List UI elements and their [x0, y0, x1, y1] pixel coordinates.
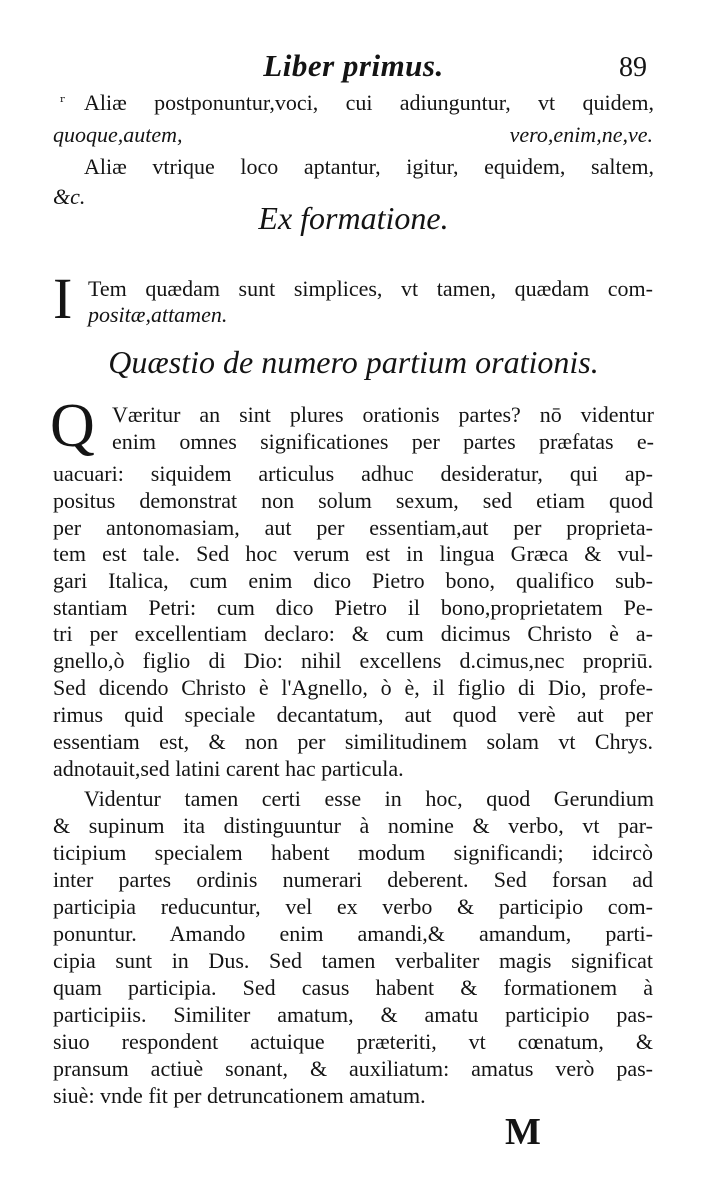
text-line: Sed dicendo Christo è l'Agnello, ò è, il figlio di Dio, profe- [53, 675, 653, 700]
text-line: enim omnes significationes per partes præfatas e- [112, 429, 654, 454]
text-line: siuè: vnde fit per detruncationem amatum. [53, 1083, 426, 1108]
text-line: gnello,ò figlio di Dio: nihil excellens d.cimus,nec propriū. [53, 648, 653, 673]
text-line: per antonomasiam, aut per essentiam,aut per proprieta- [53, 515, 653, 540]
drop-cap: Q [50, 392, 95, 460]
text-line: positæ,attamen. [88, 302, 228, 327]
text-line: participiis. Similiter amatum, & amatu participio pas- [53, 1002, 653, 1027]
text-line: pransum actiuè sonant, & auxiliatum: amatus verò pas- [53, 1056, 653, 1081]
text-line: adnotauit,sed latini carent hac particula. [53, 756, 404, 781]
text-line: ponuntur. Amando enim amandi,& amandum, parti- [53, 921, 653, 946]
text-line: uacuari: siquidem articulus adhuc desideratur, qui ap- [53, 461, 653, 486]
text-line: ticipium specialem habent modum significandi; idcircò [53, 840, 653, 865]
text-line: essentiam est, & non per similitudinem solam vt Chrys. [53, 729, 653, 754]
running-title: Liber primus. [263, 48, 444, 83]
text-line: siuo respondent actuique præteriti, vt cœnatum, & [53, 1029, 653, 1054]
text-line: & supinum ita distinguuntur à nomine & verbo, vt par- [53, 813, 653, 838]
catchword-ornament: M [505, 1111, 541, 1153]
text-line: gari Italica, cum enim dico Pietro bono, qualifico sub- [53, 568, 653, 593]
text-line: Aliæ vtrique loco aptantur, igitur, equidem, saltem, [84, 154, 654, 179]
page-number: 89 [619, 52, 647, 83]
text-line: Væritur an sint plures orationis partes? nō videntur [112, 402, 654, 427]
text-line: participia reducuntur, vel ex verbo & participio com- [53, 894, 653, 919]
text-line: &c. [53, 184, 86, 209]
heading-ex-formatione: Ex formatione. [258, 200, 449, 236]
text-line: quoque,autem, vero,enim,ne,ve. [53, 122, 653, 147]
text-line: stantiam Petri: cum dico Pietro il bono,proprietatem Pe- [53, 595, 653, 620]
text-line: Aliæ postponuntur,voci, cui adiunguntur, vt quidem, [84, 90, 654, 115]
text-line: Videntur tamen certi esse in hoc, quod Gerundium [84, 786, 654, 811]
text-line: quam participia. Sed casus habent & formationem à [53, 975, 653, 1000]
margin-mark: ʳ [60, 92, 66, 111]
text-line: tem est tale. Sed hoc verum est in lingua Græca & vul- [53, 541, 653, 566]
heading-quaestio: Quæstio de numero partium orationis. [108, 344, 599, 380]
text-line: Tem quædam sunt simplices, vt tamen, quædam com- [88, 276, 653, 301]
text-line: positus demonstrat non solum sexum, sed etiam quod [53, 488, 653, 513]
text-line: inter partes ordinis numerari deberent. Sed forsan ad [53, 867, 653, 892]
text-line: tri per excellentiam declaro: & cum dicimus Christo è a- [53, 621, 653, 646]
text-line: rimus quid speciale decantatum, aut quod verè aut per [53, 702, 653, 727]
drop-cap: I [53, 266, 73, 331]
text-line: cipia sunt in Dus. Sed tamen verbaliter magis significat [53, 948, 653, 973]
